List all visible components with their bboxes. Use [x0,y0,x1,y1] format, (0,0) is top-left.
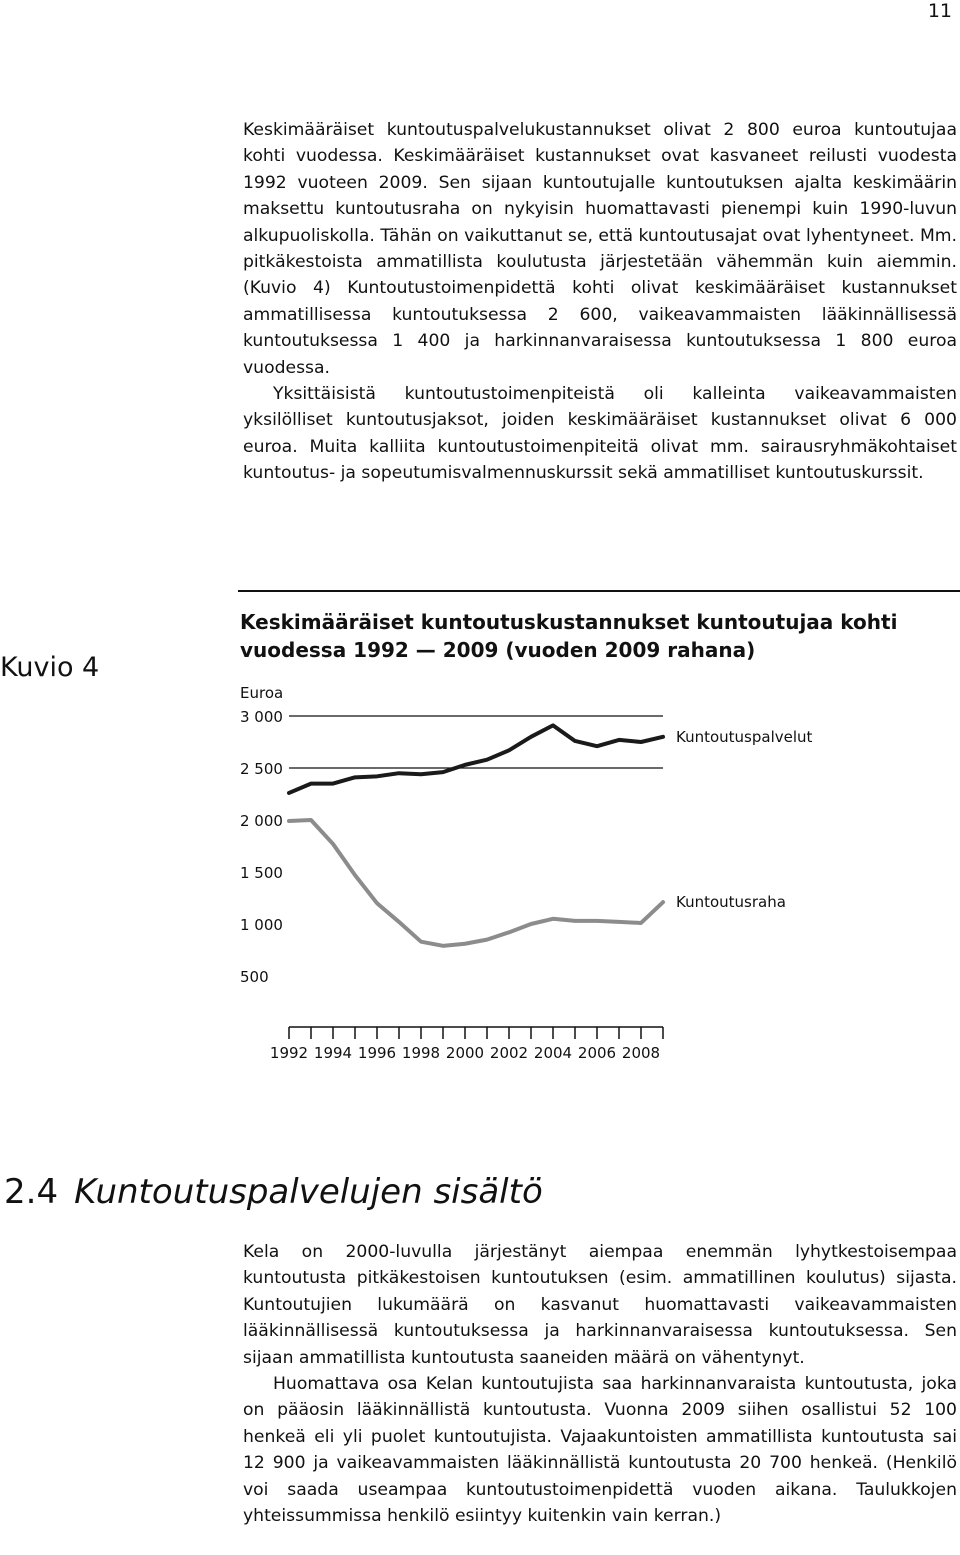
body-paragraph-2: Huomattava osa Kelan kuntoutujista saa harkinnanvaraista kuntoutusta, joka on pääosin lääkinnällistä kuntoutusta. Vuonna 2009 siihen osallistui 52 100 henkeä eli yli puolet kuntoutujista. Vajaakuntoisten ammatillista kuntoutusta sai 12 900 ja vaikeavammaisten lääkinnällistä kuntoutusta 20 700 henkeä. (Henkilö voi saada useampaa kuntoutustoimenpidettä vuoden aikana. Taulukkojen yhteissummissa henkilö esiintyy kuitenkin vain kerran.) [243,1374,957,1527]
x-tick-label: 1996 [357,1044,397,1062]
x-tick-label: 1992 [269,1044,309,1062]
section-body-text [243,1239,957,1529]
x-tick-label: 2006 [577,1044,617,1062]
x-tick-label: 2008 [621,1044,661,1062]
series-label: Kuntoutuspalvelut [676,727,813,746]
figure-title: Keskimääräiset kuntoutuskustannukset kuntoutujaa kohti vuodessa 1992 — 2009 (vuoden 2009 rahana) [240,610,898,662]
section-title: Kuntoutuspalvelujen sisältö [74,1172,543,1212]
x-tick-label: 2002 [489,1044,529,1062]
section-number: 2.4 [4,1172,59,1212]
y-tick-label: 500 [240,968,269,986]
x-tick-label: 2000 [445,1044,485,1062]
intro-paragraph-1: Keskimääräiset kuntoutuspalvelukustannukset olivat 2 800 euroa kuntoutujaa kohti vuodessa. Keskimääräiset kustannukset ovat kasvaneet reilusti vuodesta 1992 vuoteen 2009. Sen sijaan kuntoutujalle kuntoutuksen ajalta keskimäärin maksettu kuntoutusraha on nykyisin huomattavasti pienempi kuin 1990-luvun alkupuoliskolla. Tähän on vaikuttanut se, että kuntoutusajat ovat lyhentyneet. Mm. pitkäkestoista ammatillista koulutusta järjestetään vähemmän kuin aiemmin. (Kuvio 4) Kuntoutustoimenpidettä kohti olivat keskimääräiset kustannukset ammatillisessa kuntoutuksessa 2 600, vaikeavammaisten lääkinnällisessä kuntoutuksessa 1 400 ja harkinnanvaraisessa kuntoutuksessa 1 800 euroa vuodessa. [243,120,957,378]
y-tick-label: 1 500 [240,864,283,882]
x-tick-label: 1994 [313,1044,353,1062]
y-tick-label: 2 500 [240,760,283,778]
y-tick-label: 3 000 [240,708,283,726]
figure-label: Kuvio 4 [0,652,100,683]
x-tick-label: 2004 [533,1044,573,1062]
series-line-1 [289,725,663,793]
page-number: 11 [927,0,952,22]
intro-paragraph-2: Yksittäisistä kuntoutustoimenpiteistä oli kalleinta vaikeavammaisten yksilölliset kuntoutusjaksot, joiden keskimääräiset kustannukset olivat 6 000 euroa. Muita kalliita kuntoutustoimenpiteitä olivat mm. sairausryhmäkohtaiset kuntoutus- ja sopeutumisvalmennuskurssit sekä ammatilliset kuntoutuskurssit. [243,384,957,484]
series-label: Kuntoutusraha [676,893,786,912]
y-tick-label: 2 000 [240,812,283,830]
body-paragraph-1: Kela on 2000-luvulla järjestänyt aiempaa enemmän lyhytkestoisempaa kuntoutusta pitkäkestoisen kuntoutuksen (esim. ammatillinen koulutus) sijasta. Kuntoutujien lukumäärä on kasvanut huomattavasti vaikeavammaisten lääkinnällisessä kuntoutuksessa ja harkinnanvaraisessa kuntoutuksessa. Sen sijaan ammatillista kuntoutusta saaneiden määrä on vähentynyt. [243,1242,957,1368]
x-tick-label: 1998 [401,1044,441,1062]
series-line-2 [289,820,663,946]
y-tick-label: 1 000 [240,916,283,934]
y-axis-label: Euroa [240,684,284,702]
section-heading [4,1172,543,1212]
